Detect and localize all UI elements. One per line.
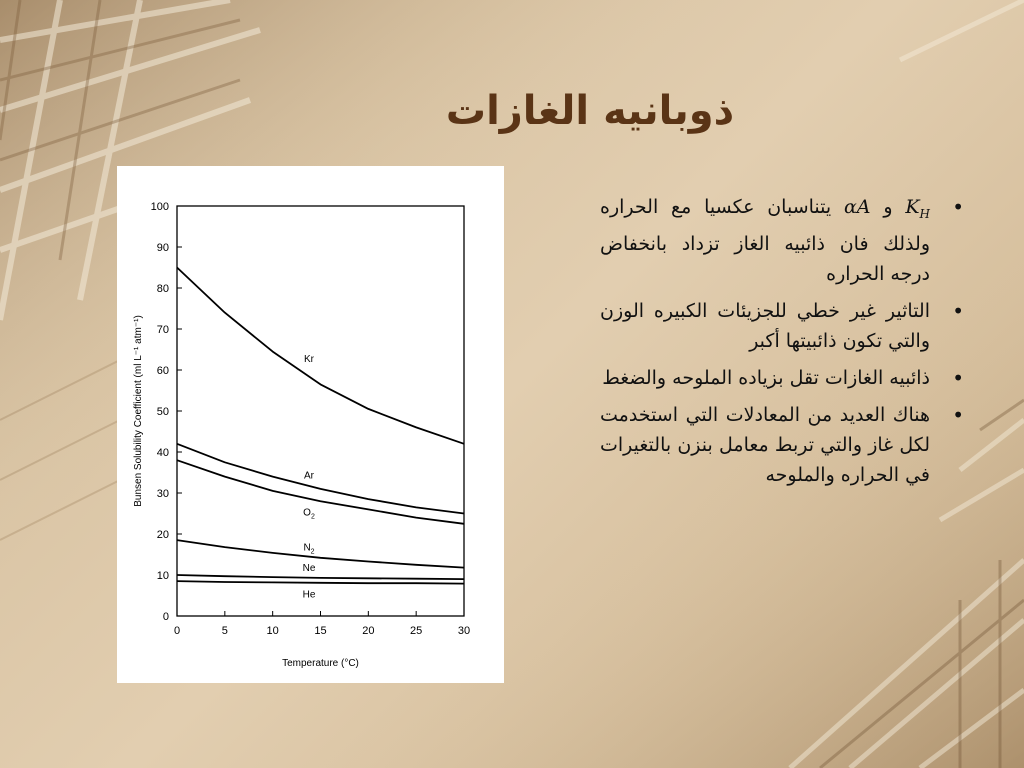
chart-svg xyxy=(117,166,504,683)
x-tick-label: 30 xyxy=(457,625,471,637)
y-tick-label: 0 xyxy=(162,611,169,623)
series-label-o2: $O_2$ xyxy=(303,507,315,521)
y-tick-label: 30 xyxy=(156,488,169,500)
bullet-text: هناك العديد من المعادلات التي استخدمت لكل غاز والتي تربط معامل بنزن بالتغيرات في الحراره والملوحه xyxy=(600,403,930,486)
bullet-item xyxy=(600,192,930,289)
series-line-o2 xyxy=(177,460,464,524)
y-tick-label: 50 xyxy=(156,406,169,418)
series-label-ne: Ne xyxy=(302,562,316,574)
x-tick-label: 20 xyxy=(362,625,375,637)
y-tick-label: 20 xyxy=(156,529,169,541)
y-tick-label: 70 xyxy=(156,324,169,336)
solubility-chart xyxy=(117,166,504,683)
series-label-n2: $N_2$ xyxy=(303,542,315,556)
bullet-list xyxy=(600,192,930,497)
bullet-connector: و xyxy=(870,196,906,218)
series-label-subscript: 2 xyxy=(310,513,315,521)
x-tick-label: 25 xyxy=(410,625,423,637)
series-label-kr: Kr xyxy=(304,353,315,365)
bullet-text: ذائبيه الغازات تقل بزياده الملوحه والضغط xyxy=(602,366,930,389)
y-tick-label: 90 xyxy=(156,242,169,254)
y-tick-label: 40 xyxy=(156,447,169,459)
series-line-he xyxy=(177,581,464,584)
y-tick-label: 10 xyxy=(156,570,169,582)
slide-title: ذوبانيه الغازات xyxy=(445,88,735,134)
y-tick-label: 100 xyxy=(150,201,169,213)
x-axis-label: Temperature (°C) xyxy=(282,658,359,669)
bullet-item xyxy=(600,400,930,490)
series-line-ne xyxy=(177,575,464,579)
series-label-subscript: 2 xyxy=(310,548,315,556)
y-tick-label: 60 xyxy=(156,365,169,377)
y-tick-label: 80 xyxy=(156,283,169,295)
bullet-item xyxy=(600,363,930,393)
bullet-item xyxy=(600,296,930,356)
x-tick-label: 10 xyxy=(266,625,279,637)
series-line-n2 xyxy=(177,540,464,568)
bullet-text: يتناسبان عكسيا مع الحراره ولذلك فان ذائبيه الغاز تزداد بانخفاض درجه الحراره xyxy=(600,196,930,285)
math-alpha-a: αA xyxy=(843,196,871,218)
y-axis-label: Bunsen Solubility Coefficient (ml L⁻¹ atm⁻¹) xyxy=(133,315,144,507)
series-label-he: He xyxy=(302,589,316,601)
x-tick-label: 5 xyxy=(221,625,228,637)
series-label-ar: Ar xyxy=(304,470,315,482)
plot-frame xyxy=(177,206,464,616)
x-tick-label: 15 xyxy=(314,625,327,637)
math-kh: $K_H$ xyxy=(905,196,930,221)
bullet-text: التاثير غير خطي للجزيئات الكبيره الوزن والتي تكون ذائبيتها أكبر xyxy=(600,299,930,352)
series-line-kr xyxy=(177,268,464,444)
x-tick-label: 0 xyxy=(173,625,181,637)
series-line-ar xyxy=(177,444,464,514)
